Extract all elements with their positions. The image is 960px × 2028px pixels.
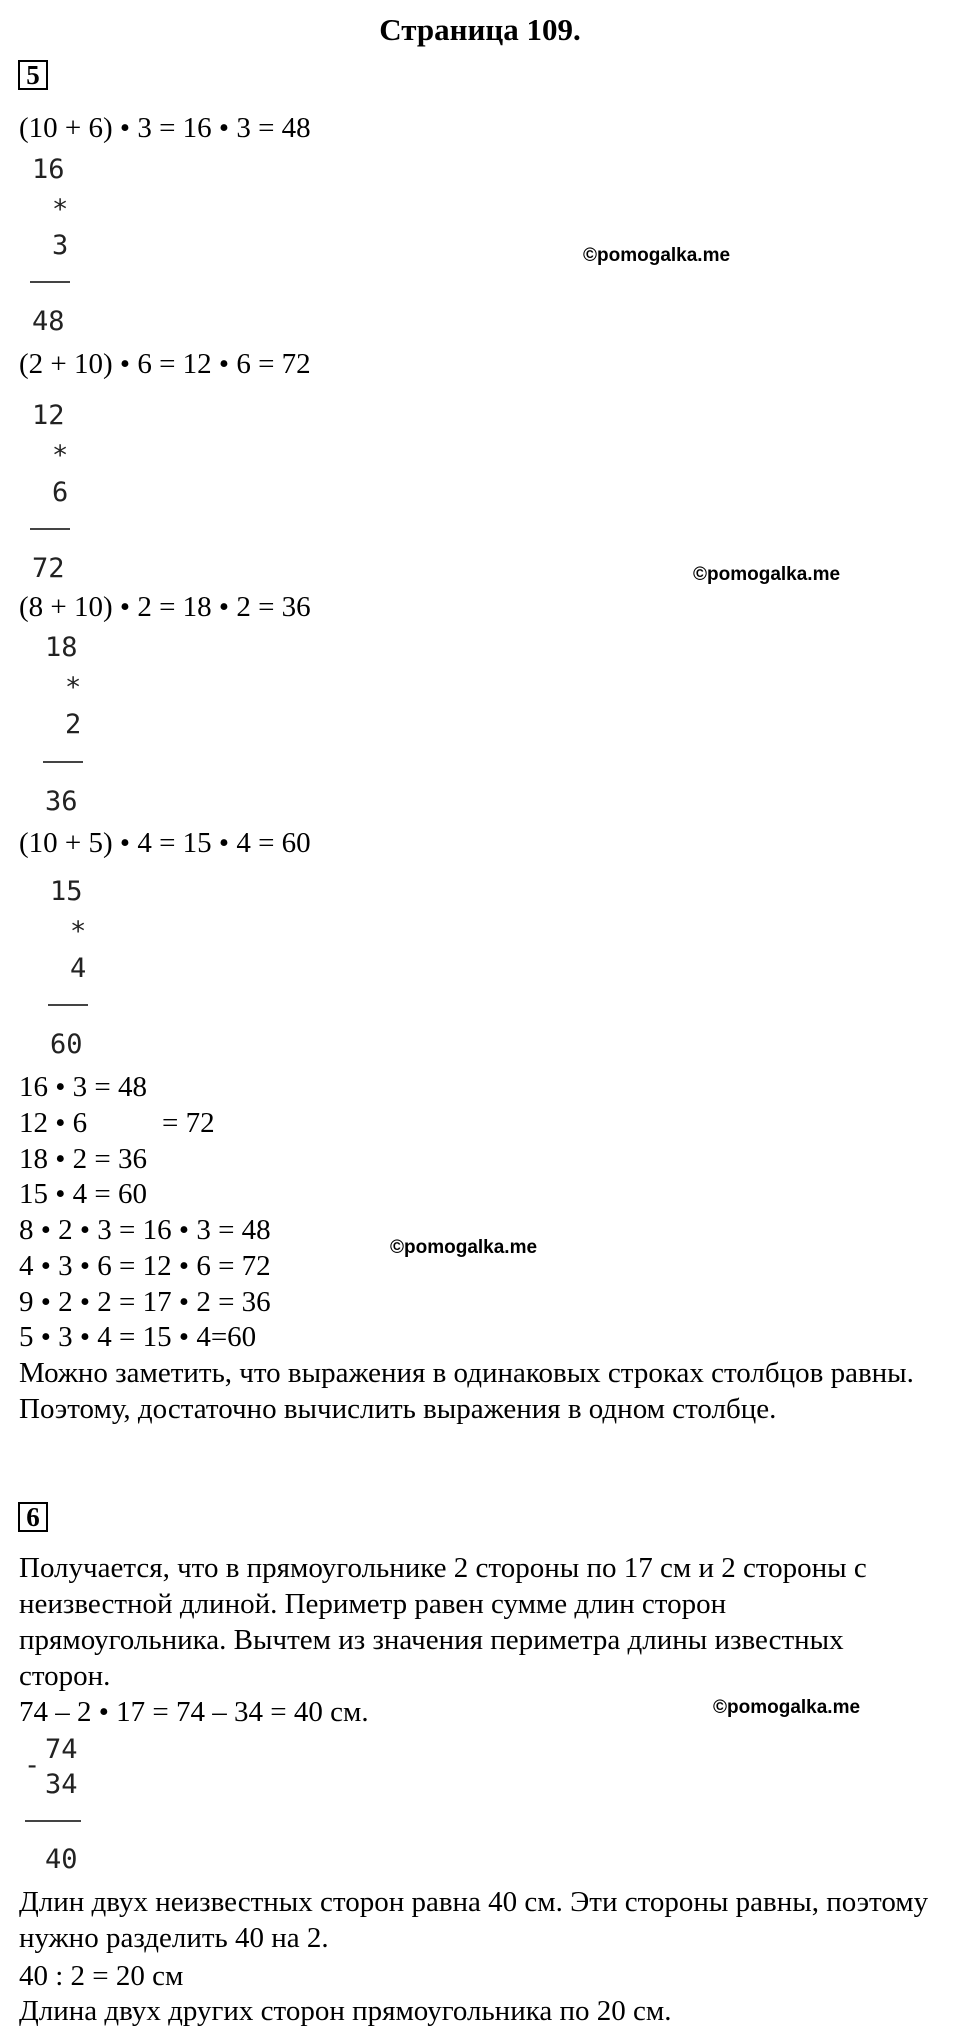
product-line: 15 • 4 = 60 bbox=[19, 1178, 148, 1210]
product-line: 9 • 2 • 2 = 17 • 2 = 36 bbox=[19, 1286, 271, 1318]
multiply-sign: * bbox=[52, 440, 69, 471]
multiply-sign: * bbox=[70, 916, 87, 947]
product-line: 4 • 3 • 6 = 12 • 6 = 72 bbox=[19, 1250, 271, 1282]
column-operand: 18 bbox=[45, 632, 78, 663]
product-line: 16 • 3 = 48 bbox=[19, 1071, 148, 1103]
task-5-conclusion: Можно заметить, что выражения в одинаковых строках столбцов равны. Поэтому, достаточно вычислить выражения в одном столбце. bbox=[19, 1357, 914, 1425]
column-result: 36 bbox=[45, 786, 78, 817]
watermark: ©pomogalka.me bbox=[713, 1697, 861, 1718]
column-rule bbox=[43, 761, 83, 763]
watermark: ©pomogalka.me bbox=[390, 1237, 538, 1258]
minus-sign: - bbox=[24, 1750, 41, 1781]
product-line-result: = 72 bbox=[162, 1107, 215, 1139]
column-result: 60 bbox=[50, 1029, 83, 1060]
column-operand: 2 bbox=[65, 709, 82, 740]
watermark: ©pomogalka.me bbox=[583, 245, 731, 266]
product-line: 12 • 6 bbox=[19, 1107, 88, 1139]
column-operand: 4 bbox=[70, 953, 87, 984]
column-rule bbox=[30, 281, 70, 283]
expression-line: (2 + 10) • 6 = 12 • 6 = 72 bbox=[19, 348, 311, 380]
column-result: 72 bbox=[32, 553, 65, 584]
division-expression: 40 : 2 = 20 см bbox=[19, 1960, 184, 1992]
multiply-sign: * bbox=[52, 194, 69, 225]
column-rule bbox=[30, 528, 70, 530]
column-rule bbox=[25, 1820, 81, 1822]
page-title: Страница 109. bbox=[379, 12, 581, 47]
task-6-intro: Получается, что в прямоугольнике 2 стороны по 17 см и 2 стороны с неизвестной длиной. Периметр равен сумме длин сторон прямоугольника. Вычтем из значения периметра длины известных сторон. bbox=[19, 1552, 867, 1692]
column-result: 48 bbox=[32, 306, 65, 337]
multiply-sign: * bbox=[65, 672, 82, 703]
task-6-number: 6 bbox=[18, 1502, 48, 1532]
column-operand: 16 bbox=[32, 154, 65, 185]
column-operand: 12 bbox=[32, 400, 65, 431]
column-result: 40 bbox=[45, 1844, 78, 1875]
watermark: ©pomogalka.me bbox=[693, 564, 841, 585]
column-operand: 15 bbox=[50, 876, 83, 907]
expression-line: (10 + 6) • 3 = 16 • 3 = 48 bbox=[19, 112, 311, 144]
column-operand: 6 bbox=[52, 477, 69, 508]
task-6-explanation: Длин двух неизвестных сторон равна 40 см. Эти стороны равны, поэтому нужно разделить 40 на 2. bbox=[19, 1886, 929, 1954]
column-rule bbox=[48, 1004, 88, 1006]
task-5-number: 5 bbox=[18, 60, 48, 90]
subtraction-expression: 74 – 2 • 17 = 74 – 34 = 40 см. bbox=[19, 1696, 369, 1728]
task-6-answer: Длина двух других сторон прямоугольника по 20 см. bbox=[19, 1995, 672, 2027]
expression-line: (8 + 10) • 2 = 18 • 2 = 36 bbox=[19, 591, 311, 623]
column-operand: 74 bbox=[45, 1734, 78, 1765]
product-line: 5 • 3 • 4 = 15 • 4=60 bbox=[19, 1321, 257, 1353]
column-operand: 34 bbox=[45, 1769, 78, 1800]
column-operand: 3 bbox=[52, 230, 69, 261]
product-line: 18 • 2 = 36 bbox=[19, 1143, 148, 1175]
product-line: 8 • 2 • 3 = 16 • 3 = 48 bbox=[19, 1214, 271, 1246]
expression-line: (10 + 5) • 4 = 15 • 4 = 60 bbox=[19, 827, 311, 859]
